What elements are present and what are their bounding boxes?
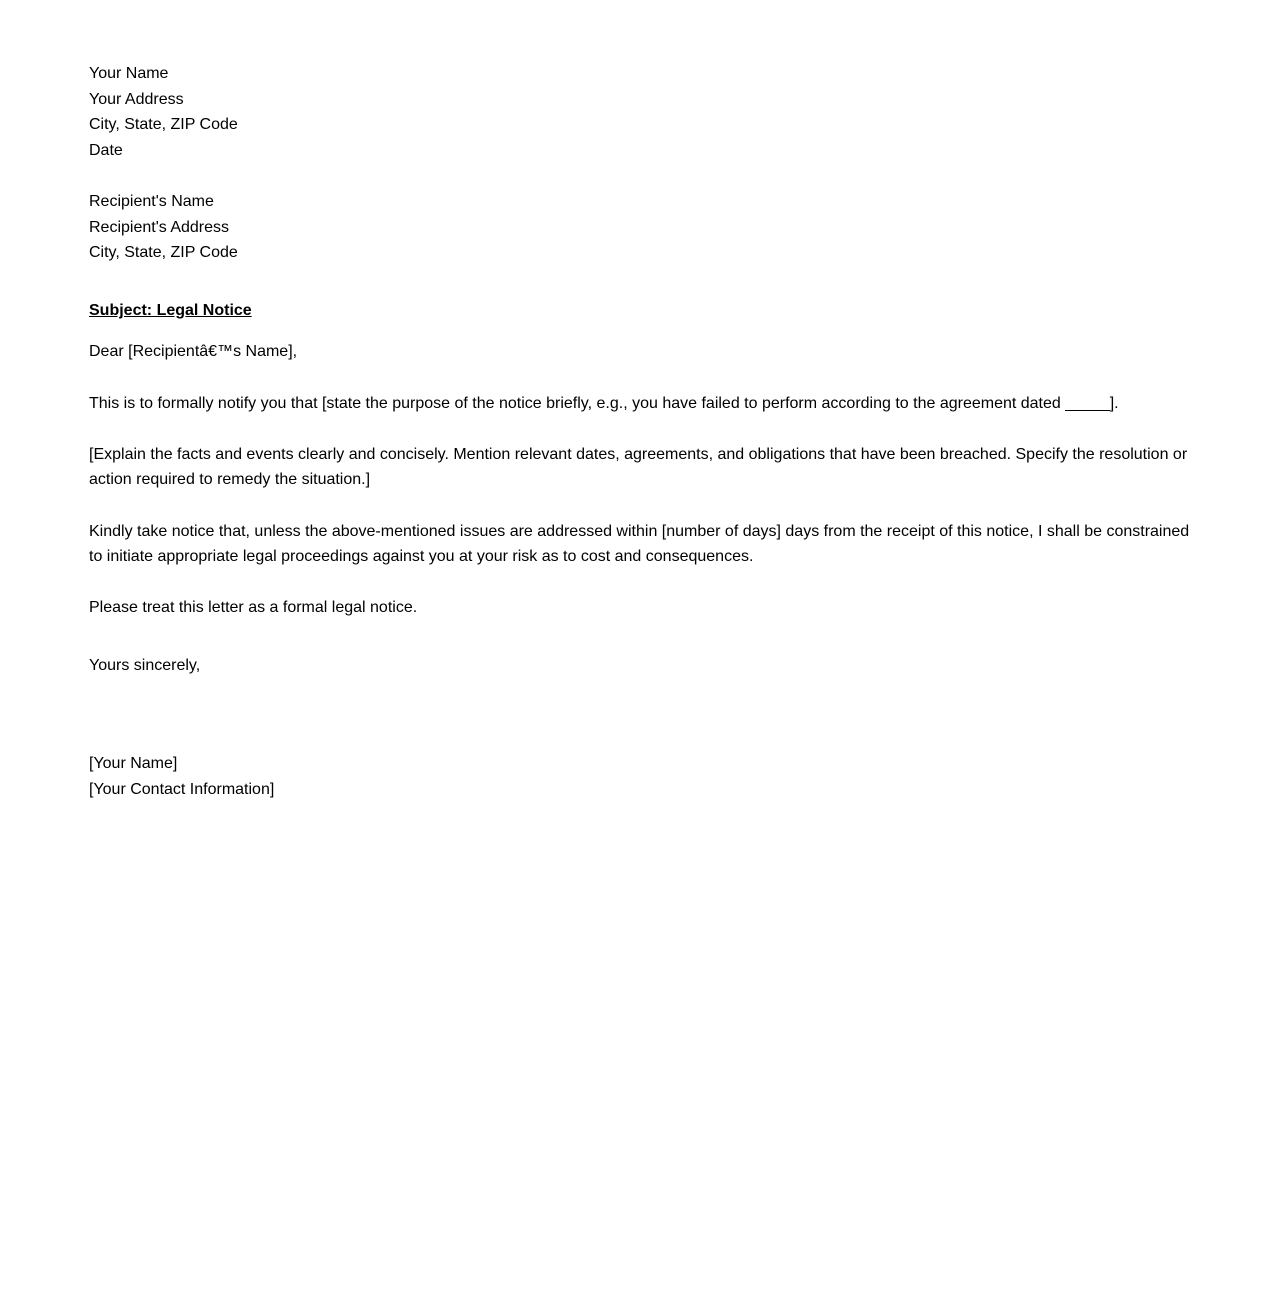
subject-line: Subject: Legal Notice [89, 301, 252, 319]
sender-city-state-zip: City, State, ZIP Code [89, 116, 238, 134]
signature-contact: [Your Contact Information] [89, 781, 275, 799]
sender-address: Your Address [89, 90, 184, 108]
salutation: Dear [Recipientâ€™s Name], [89, 343, 298, 361]
letter-date: Date [89, 141, 123, 159]
recipient-address-block [89, 189, 1199, 266]
letter-document [89, 61, 1199, 803]
recipient-name: Recipient's Name [89, 192, 214, 210]
paragraph-demand: Kindly take notice that, unless the above-mentioned issues are addressed within [number of days] days from the receipt of this notice, I shall be constrained to initiate appropriate legal proceedings against you at your risk as to cost and consequences. [89, 522, 1190, 566]
signature-block [89, 751, 1199, 802]
signature-name: [Your Name] [89, 755, 178, 773]
sender-name: Your Name [89, 65, 169, 82]
recipient-address: Recipient's Address [89, 218, 230, 236]
spacer [89, 163, 1199, 189]
closing: Yours sincerely, [89, 656, 201, 674]
sender-address-block [89, 61, 1199, 163]
paragraph-facts: [Explain the facts and events clearly and concisely. Mention relevant dates, agreements, and obligations that have been breached. Specify the resolution or action required to remedy the situation.] [89, 445, 1188, 489]
paragraph-purpose: This is to formally notify you that [state the purpose of the notice briefly, e.g., you have failed to perform according to the agreement dated _____]. [89, 394, 1119, 412]
recipient-city-state-zip: City, State, ZIP Code [89, 244, 238, 262]
paragraph-formal-notice: Please treat this letter as a formal legal notice. [89, 599, 418, 617]
